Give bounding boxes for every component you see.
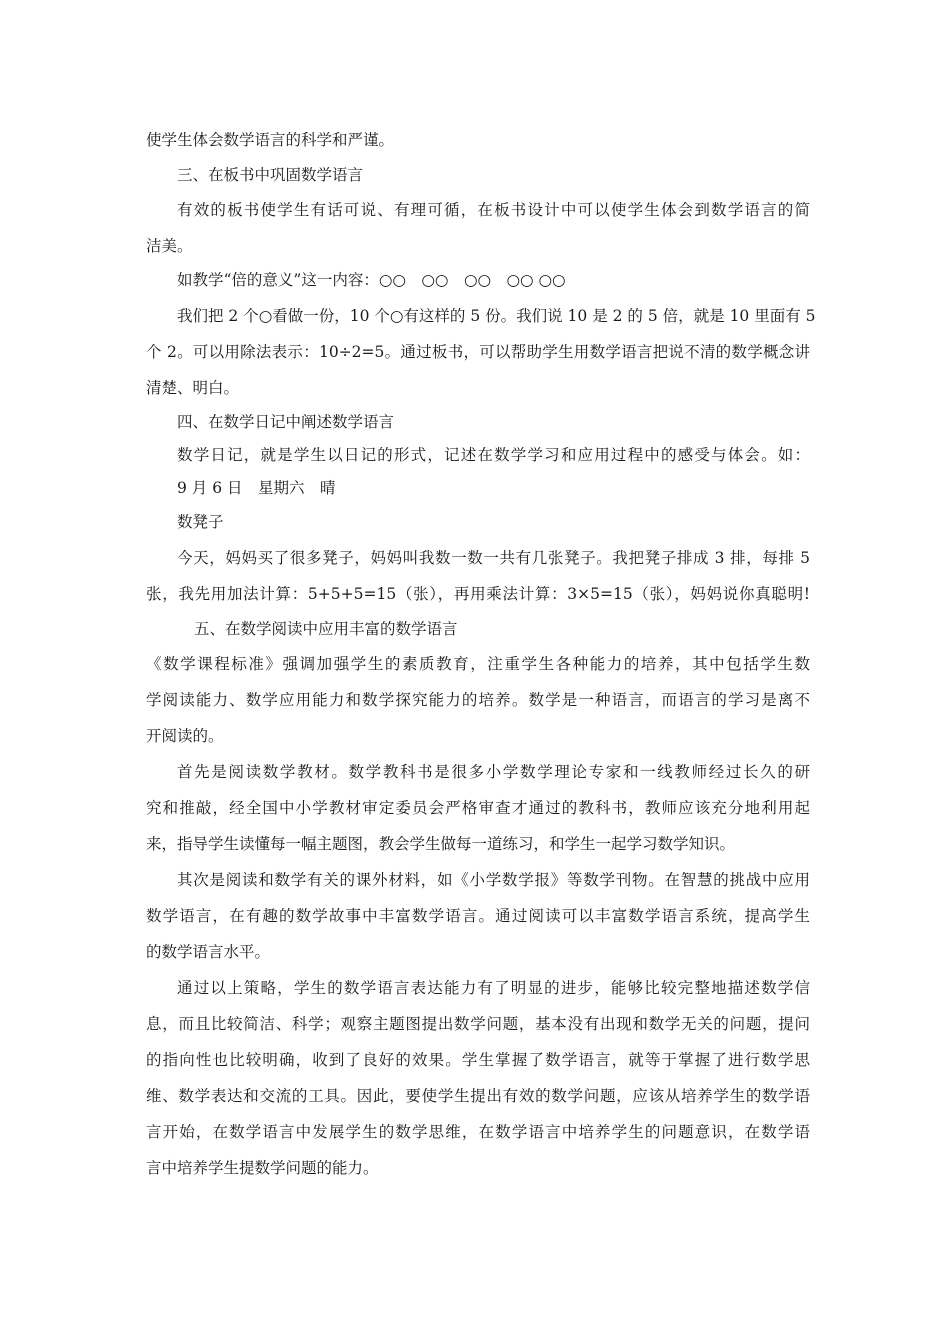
paragraph-line: 首先是阅读数学教材。数学教科书是很多小学数学理论专家和一线教师经过长久的研 xyxy=(177,763,810,781)
paragraph-line: 的指向性也比较明确，收到了良好的效果。学生掌握了数学语言，就等于掌握了进行数学思 xyxy=(146,1051,810,1069)
section-heading-4: 四、在数学日记中阐述数学语言 xyxy=(177,413,395,431)
section-heading-5: 五、在数学阅读中应用丰富的数学语言 xyxy=(194,620,458,638)
paragraph-line: 《数学课程标准》强调加强学生的素质教育，注重学生各种能力的培养，其中包括学生数 xyxy=(146,655,810,673)
paragraph-line: 有效的板书使学生有话可说、有理可循，在板书设计中可以使学生体会到数学语言的简 xyxy=(177,201,810,219)
paragraph-line: 洁美。 xyxy=(146,237,193,255)
paragraph-line: 我们把 2 个○看做一份，10 个○有这样的 5 份。我们说 10 是 2 的 5 倍，就是 10 里面有 5 xyxy=(177,307,816,325)
paragraph-line: 学阅读能力、数学应用能力和数学探究能力的培养。数学是一种语言，而语言的学习是离不 xyxy=(146,691,810,709)
paragraph-line: 维、数学表达和交流的工具。因此，要使学生提出有效的数学问题，应该从培养学生的数学语 xyxy=(146,1087,810,1105)
paragraph-line: 数学语言，在有趣的数学故事中丰富数学语言。通过阅读可以丰富数学语言系统，提高学生 xyxy=(146,907,810,925)
paragraph-line: 清楚、明白。 xyxy=(146,379,240,397)
paragraph-line: 其次是阅读和数学有关的课外材料，如《小学数学报》等数学刊物。在智慧的挑战中应用 xyxy=(177,871,810,889)
diary-title: 数凳子 xyxy=(177,513,224,531)
paragraph-line: 开阅读的。 xyxy=(146,727,224,745)
paragraph-line: 如教学“倍的意义”这一内容：○○ ○○ ○○ ○○ ○○ xyxy=(177,271,566,289)
paragraph-line: 使学生体会数学语言的科学和严谨。 xyxy=(146,131,395,149)
paragraph-line: 言开始，在数学语言中发展学生的数学思维，在数学语言中培养学生的问题意识，在数学语 xyxy=(146,1123,810,1141)
section-heading-3: 三、在板书中巩固数学语言 xyxy=(177,166,364,184)
diary-date: 9 月 6 日 星期六 晴 xyxy=(177,479,336,497)
paragraph-line: 张，我先用加法计算：5+5+5=15（张），再用乘法计算：3×5=15（张），妈妈说你真聪明! xyxy=(146,585,810,603)
paragraph-line: 言中培养学生提数学问题的能力。 xyxy=(146,1159,379,1177)
paragraph-line: 今天，妈妈买了很多凳子，妈妈叫我数一数一共有几张凳子。我把凳子排成 3 排，每排 5 xyxy=(177,549,810,567)
paragraph-line: 通过以上策略，学生的数学语言表达能力有了明显的进步，能够比较完整地描述数学信 xyxy=(177,979,810,997)
paragraph-line: 的数学语言水平。 xyxy=(146,943,271,961)
paragraph-line: 数学日记，就是学生以日记的形式，记述在数学学习和应用过程中的感受与体会。如： xyxy=(177,446,810,464)
paragraph-line: 究和推敲，经全国中小学教材审定委员会严格审查才通过的教科书，教师应该充分地利用起 xyxy=(146,799,810,817)
paragraph-line: 来，指导学生读懂每一幅主题图，教会学生做每一道练习，和学生一起学习数学知识。 xyxy=(146,835,736,853)
paragraph-line: 息，而且比较简洁、科学；观察主题图提出数学问题，基本没有出现和数学无关的问题，提问 xyxy=(146,1015,810,1033)
paragraph-line: 个 2。可以用除法表示：10÷2=5。通过板书，可以帮助学生用数学语言把说不清的数学概念讲 xyxy=(146,343,810,361)
